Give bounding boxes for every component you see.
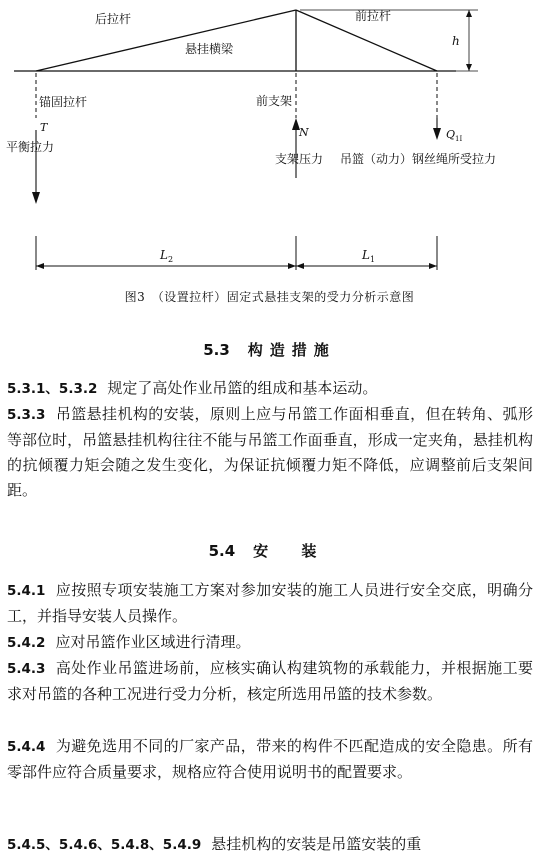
front-tie-rod-label: 前拉杆: [355, 9, 392, 23]
clause-5-4-3: [7, 656, 533, 707]
l2-arrow-right: [288, 263, 296, 269]
clause-5-4-5: [7, 832, 533, 857]
l1-label: $L_1$: [362, 248, 376, 264]
clause-text: 规定了高处作业吊篮的组成和基本运动。: [107, 379, 378, 397]
section-number: 5.3: [203, 341, 230, 359]
section-title: 构造措施: [247, 341, 336, 359]
h-dim-arrow-down: [466, 64, 472, 71]
l1-subscript: 1: [369, 255, 376, 264]
clause-number: 5.4.1: [7, 583, 46, 599]
clause-number: 5.3.3: [7, 407, 46, 423]
q-label: $Q_{1I}$: [446, 128, 463, 143]
rear-tie-rod-line: [36, 10, 296, 71]
h-dim-arrow-up: [466, 10, 472, 17]
l1-arrow-left: [296, 263, 304, 269]
l2-subscript: 2: [167, 255, 174, 264]
clause-5-4-4: [7, 734, 533, 785]
l1-arrow-right: [429, 263, 437, 269]
clause-5-3-1: [7, 376, 533, 402]
suspension-beam-label: 悬挂横梁: [185, 42, 234, 56]
force-analysis-diagram: [0, 0, 539, 285]
rear-tie-rod-label: 后拉杆: [95, 12, 132, 26]
balance-force-label: 平衡拉力: [6, 140, 55, 154]
l2-label: $L_2$: [160, 248, 174, 264]
section-heading-5-4: [0, 540, 539, 561]
clause-number: 5.3.1、5.3.2: [7, 381, 98, 397]
section-title: 安 装: [253, 542, 331, 560]
t-label: T: [40, 121, 48, 134]
clause-text: 为避免选用不同的厂家产品，带来的构件不匹配造成的安全隐患。所有零部件应符合质量要求，规格应符合使用说明书的配置要求。: [7, 737, 533, 781]
section-heading-5-3: [0, 339, 539, 360]
clause-number: 5.4.4: [7, 739, 46, 755]
balance-force-arrow-head: [32, 192, 40, 204]
q-subscript: 1I: [455, 135, 463, 143]
h-label: h: [452, 34, 460, 48]
clause-number: 5.4.3: [7, 661, 46, 677]
clause-text: 悬挂机构的安装是吊篮安装的重: [211, 835, 422, 853]
clause-text: 高处作业吊篮进场前，应核实确认构建筑物的承载能力，并根据施工要求对吊篮的各种工况进行受力分析，核定所选用吊篮的技术参数。: [7, 659, 533, 703]
clause-5-3-3: [7, 402, 533, 503]
anchor-tie-rod-label: 锚固拉杆: [39, 95, 88, 109]
support-pressure-label: 支架压力: [275, 152, 324, 166]
figure-caption: 图3 （设置拉杆）固定式悬挂支架的受力分析示意图: [124, 290, 415, 304]
clause-text: 应对吊篮作业区域进行清理。: [55, 633, 251, 651]
front-support-label: 前支架: [256, 94, 293, 108]
cradle-rope-force-label: 吊篮（动力）钢丝绳所受拉力: [340, 152, 497, 166]
clause-5-4-2: [7, 630, 533, 656]
clause-text: 应按照专项安装施工方案对参加安装的施工人员进行安全交底，明确分工，并指导安装人员操作。: [7, 581, 533, 625]
l2-arrow-left: [36, 263, 44, 269]
section-number: 5.4: [208, 542, 236, 560]
clause-text: 吊篮悬挂机构的安装，原则上应与吊篮工作面相垂直，但在转角、弧形等部位时，吊篮悬挂机构往往不能与吊篮工作面垂直，形成一定夹角，悬挂机构的抗倾覆力矩会随之发生变化，为保证抗倾覆力矩不降低，应调整前后支架间距。: [7, 405, 533, 499]
clause-number: 5.4.5、5.4.6、5.4.8、5.4.9: [7, 837, 202, 853]
n-label: N: [299, 126, 309, 139]
clause-5-4-1: [7, 578, 533, 629]
clause-number: 5.4.2: [7, 635, 46, 651]
